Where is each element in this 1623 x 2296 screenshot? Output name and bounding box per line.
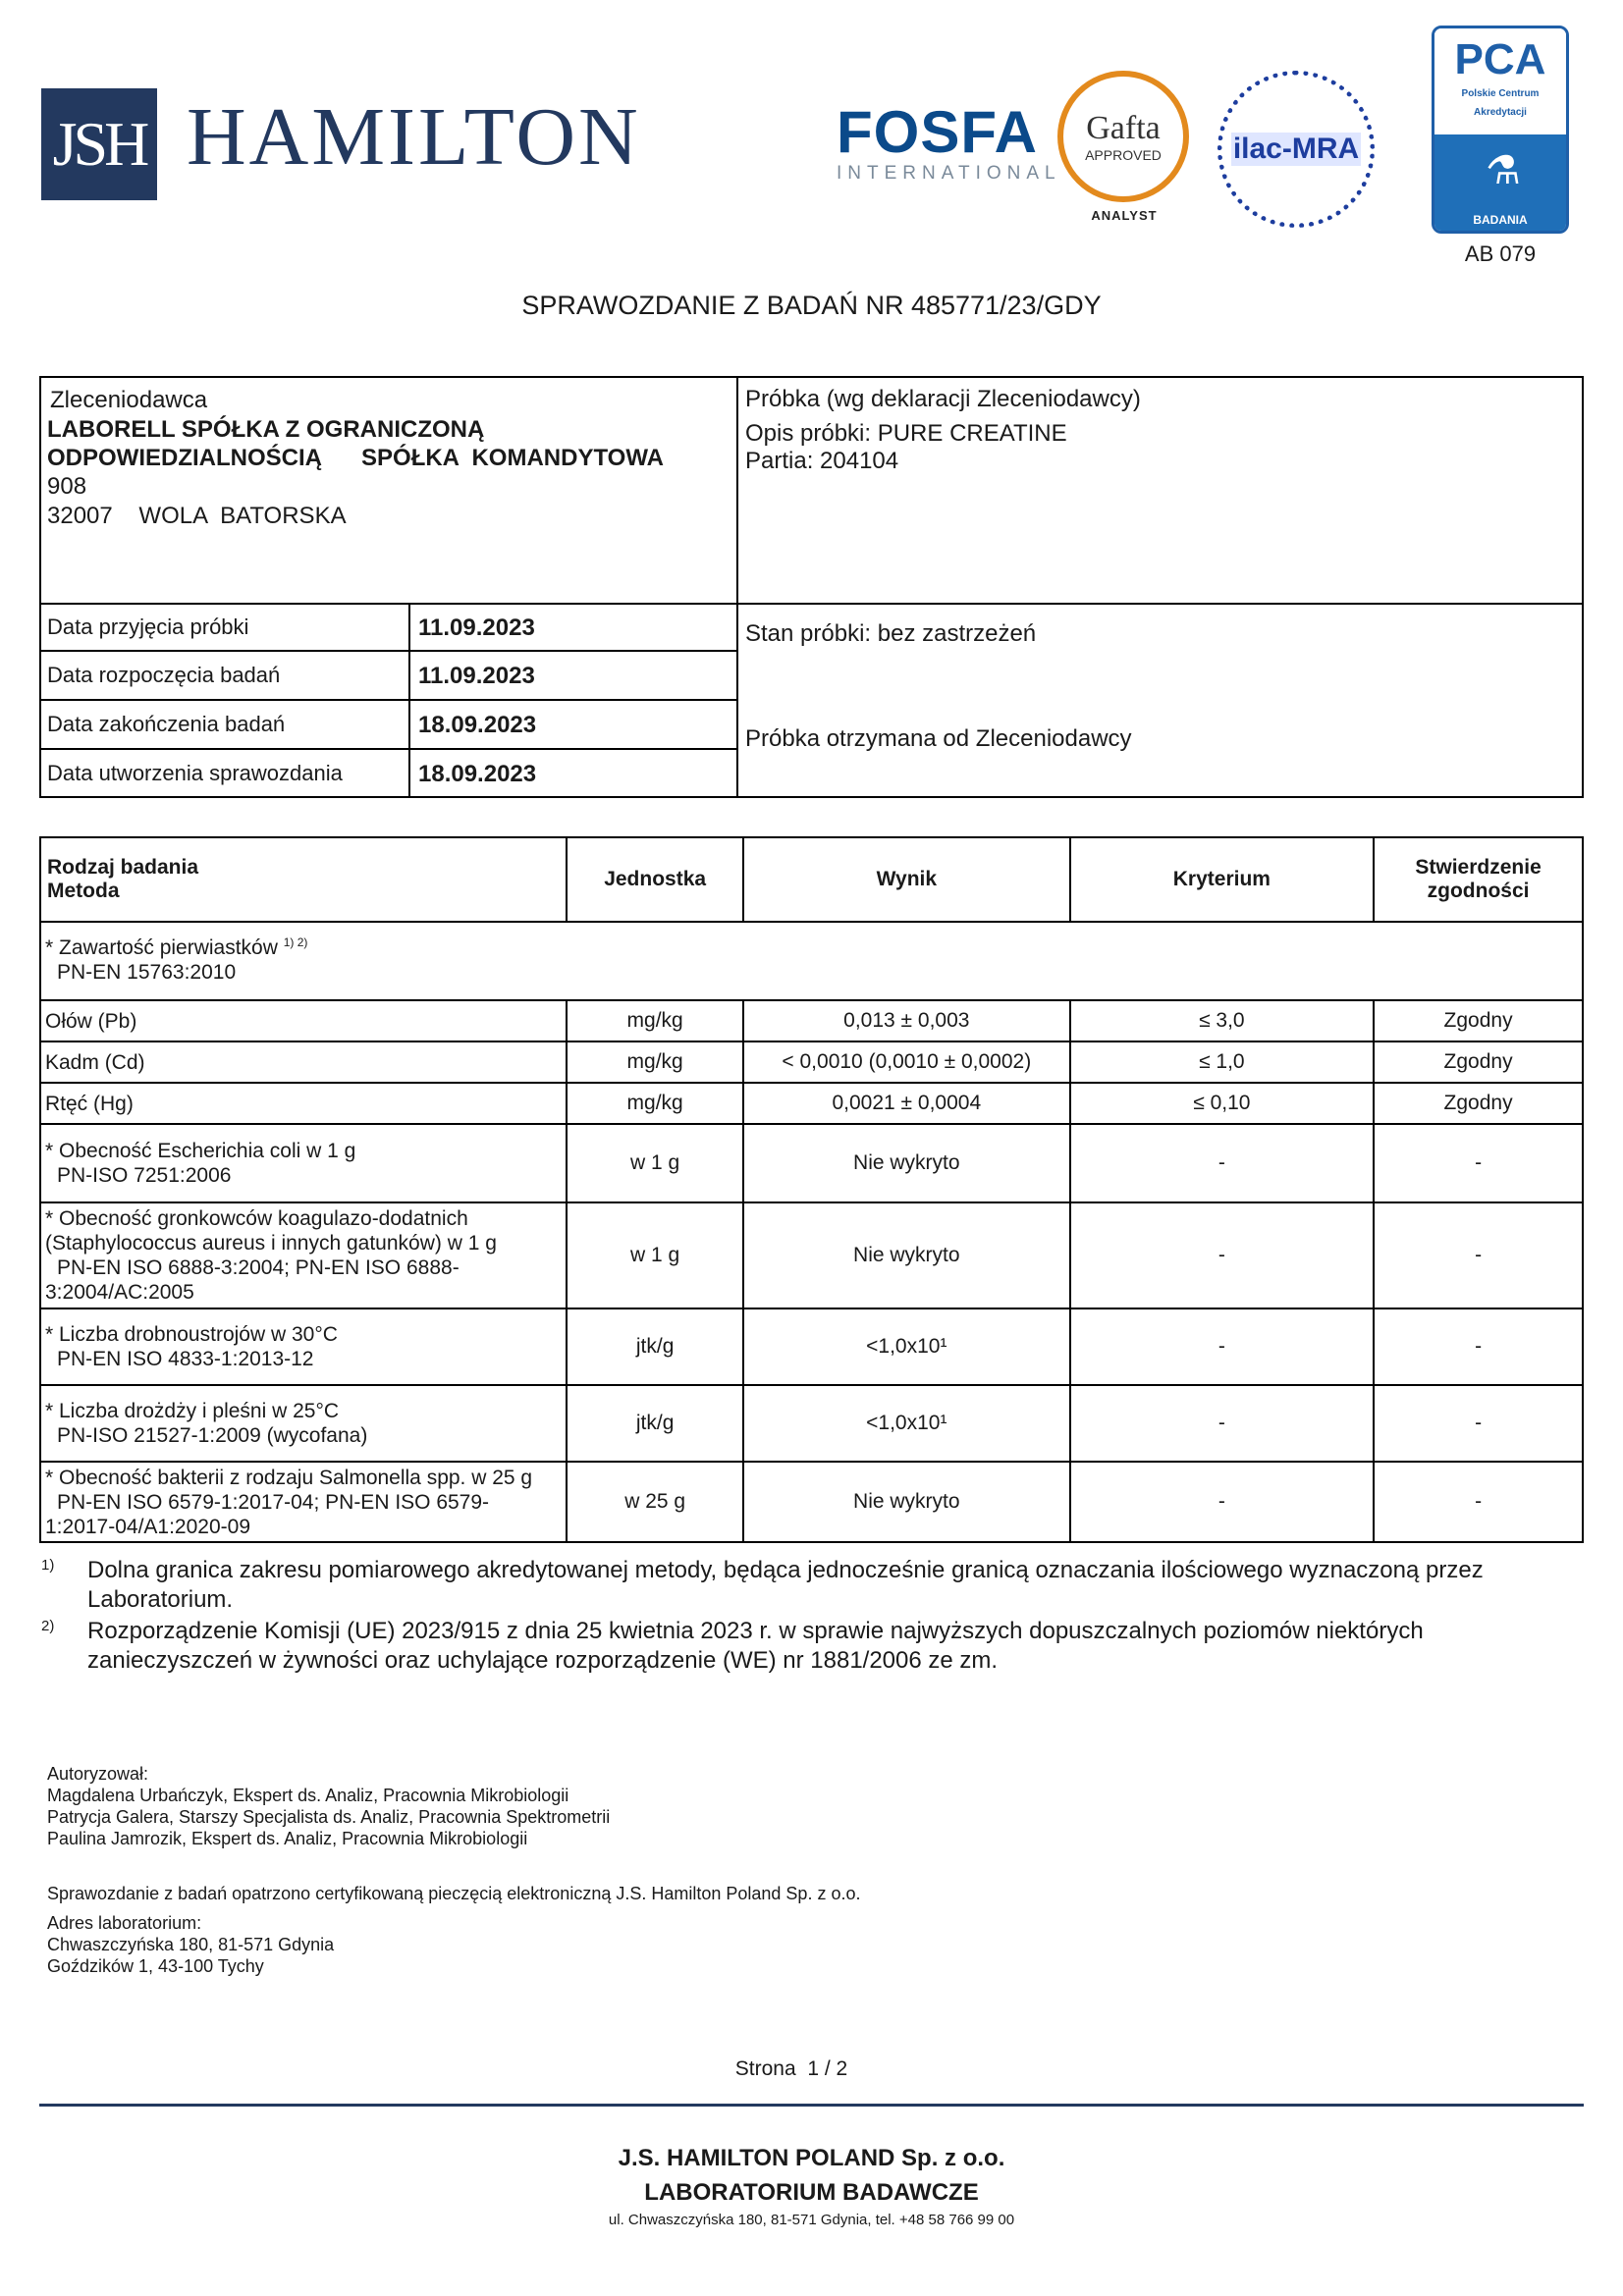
- row-criterion: ≤ 3,0: [1070, 1000, 1375, 1041]
- row-test-name: * Liczba drobnoustrojów w 30°C PN-EN ISO 4833-1:2013-12: [40, 1308, 567, 1385]
- header-criterion: Kryterium: [1070, 837, 1375, 922]
- fosfa-logo-sub: INTERNATIONAL: [837, 163, 1061, 184]
- row-result: Nie wykryto: [743, 1462, 1069, 1542]
- row-result: < 0,0010 (0,0010 ± 0,0002): [743, 1041, 1069, 1083]
- header-unit: Jednostka: [567, 837, 743, 922]
- row-compliance: Zgodny: [1374, 1000, 1583, 1041]
- group-title: * Zawartość pierwiastków: [45, 936, 278, 959]
- authorizer: Patrycja Galera, Starszy Specjalista ds. Analiz, Pracownia Spektrometrii: [47, 1807, 611, 1827]
- authorization-label: Autoryzował:: [47, 1764, 149, 1784]
- authorizer: Magdalena Urbańczyk, Ekspert ds. Analiz, Pracownia Mikrobiologii: [47, 1786, 569, 1805]
- pca-line2: Akredytacji: [1474, 107, 1527, 118]
- row-test-name: * Obecność gronkowców koagulazo-dodatnich (Staphylococcus aureus i innych gatunków) w 1 g PN-EN ISO 6888-3:2004; PN-EN ISO 6888- 3:2004/AC:2005: [40, 1202, 567, 1308]
- client-address-line1: 908: [47, 473, 87, 500]
- row-unit: mg/kg: [567, 1000, 743, 1041]
- row-criterion: -: [1070, 1202, 1375, 1308]
- table-row: [40, 1462, 1583, 1542]
- sample-batch: Partia: 204104: [745, 448, 899, 474]
- footnote-text: Dolna granica zakresu pomiarowego akredytowanej metody, będąca jednocześnie granicą oznaczania ilościowego wyznaczoną przez Laboratorium.: [87, 1557, 1484, 1613]
- table-row: [40, 1083, 1583, 1124]
- sample-received-from: Próbka otrzymana od Zleceniodawcy: [745, 725, 1132, 752]
- row-result: 0,013 ± 0,003: [743, 1000, 1069, 1041]
- accreditation-number: AB 079: [1464, 241, 1537, 266]
- pca-logo: [1432, 26, 1569, 234]
- row-compliance: -: [1374, 1308, 1583, 1385]
- client-name-line1: LABORELL SPÓŁKA Z OGRANICZONĄ: [47, 416, 485, 443]
- row-test-name: * Obecność Escherichia coli w 1 g PN-ISO 7251:2006: [40, 1124, 567, 1202]
- row-unit: mg/kg: [567, 1083, 743, 1124]
- client-label: Zleceniodawca: [50, 387, 208, 413]
- hamilton-logo-text: HAMILTON: [187, 91, 641, 183]
- row-test-name: Kadm (Cd): [40, 1041, 567, 1083]
- row-test-name: Ołów (Pb): [40, 1000, 567, 1041]
- row-result: 0,0021 ± 0,0004: [743, 1083, 1069, 1124]
- header-result: Wynik: [743, 837, 1069, 922]
- row-result: Nie wykryto: [743, 1202, 1069, 1308]
- date-label: Data utworzenia sprawozdania: [47, 761, 343, 785]
- footer-address: ul. Chwaszczyńska 180, 81-571 Gdynia, tel. +48 58 766 99 00: [608, 2212, 1015, 2228]
- footnote-number: 2): [41, 1618, 55, 1634]
- row-result: <1,0x10¹: [743, 1385, 1069, 1462]
- ilac-mra-logo: ilac-MRA: [1217, 71, 1375, 228]
- lab-address-line: Goździków 1, 43-100 Tychy: [47, 1956, 264, 1976]
- table-row: [40, 1202, 1583, 1308]
- client-sample-box: [39, 376, 1584, 798]
- row-compliance: -: [1374, 1124, 1583, 1202]
- row-compliance: Zgodny: [1374, 1083, 1583, 1124]
- row-unit: mg/kg: [567, 1041, 743, 1083]
- seal-note: Sprawozdanie z badań opatrzono certyfikowaną pieczęcią elektroniczną J.S. Hamilton Poland Sp. z o.o.: [47, 1884, 861, 1903]
- row-criterion: ≤ 0,10: [1070, 1083, 1375, 1124]
- footer-lab: LABORATORIUM BADAWCZE: [644, 2179, 979, 2206]
- table-row: [40, 1041, 1583, 1083]
- table-header-row: [40, 837, 1583, 922]
- authorization-block: [47, 1763, 610, 1849]
- row-result: Nie wykryto: [743, 1124, 1069, 1202]
- date-value: 11.09.2023: [418, 663, 535, 689]
- footnote-text: Rozporządzenie Komisji (UE) 2023/915 z dnia 25 kwietnia 2023 r. w sprawie najwyższych dopuszczalnych poziomów niektórych zanieczyszczeń w żywności oraz uchylające rozporządzenie (WE) nr 1881/2006 ze zm.: [87, 1618, 1424, 1674]
- gafta-approved-text: APPROVED: [1085, 147, 1162, 163]
- footnote-number: 1): [41, 1557, 55, 1574]
- date-label: Data przyjęcia próbki: [47, 614, 249, 639]
- group-footnote-ref: 1) 2): [283, 935, 308, 949]
- row-unit: w 1 g: [567, 1202, 743, 1308]
- table-group-row: [40, 922, 1583, 1000]
- row-test-name: * Obecność bakterii z rodzaju Salmonella spp. w 25 g PN-EN ISO 6579-1:2017-04; PN-EN ISO 6579- 1:2017-04/A1:2020-09: [40, 1462, 567, 1542]
- header-test-method: Rodzaj badania Metoda: [40, 837, 567, 922]
- header-compliance: Stwierdzenie zgodności: [1374, 837, 1583, 922]
- date-value: 18.09.2023: [418, 761, 537, 787]
- row-compliance: -: [1374, 1202, 1583, 1308]
- date-label: Data rozpoczęcia badań: [47, 663, 281, 687]
- row-unit: w 1 g: [567, 1124, 743, 1202]
- fosfa-logo: FOSFA: [837, 99, 1039, 165]
- row-compliance: Zgodny: [1374, 1041, 1583, 1083]
- lab-address-block: [47, 1912, 334, 1977]
- table-row: [40, 1385, 1583, 1462]
- pca-badania: BADANIA: [1473, 213, 1528, 227]
- pca-line1: Polskie Centrum: [1461, 88, 1540, 99]
- table-row: [40, 1308, 1583, 1385]
- footer-company: J.S. HAMILTON POLAND Sp. z o.o.: [618, 2145, 1005, 2171]
- lab-address-line: Chwaszczyńska 180, 81-571 Gdynia: [47, 1935, 335, 1954]
- sample-condition: Stan próbki: bez zastrzeżeń: [745, 620, 1037, 647]
- hamilton-logo-mark: JSH: [41, 88, 157, 200]
- gafta-logo-text: Gafta: [1086, 110, 1161, 146]
- row-test-name: Rtęć (Hg): [40, 1083, 567, 1124]
- row-unit: jtk/g: [567, 1385, 743, 1462]
- page-number: Strona 1 / 2: [734, 2057, 848, 2080]
- row-criterion: -: [1070, 1385, 1375, 1462]
- gafta-analyst-label: ANALYST: [1091, 208, 1158, 223]
- results-table: [39, 836, 1584, 1543]
- row-criterion: -: [1070, 1124, 1375, 1202]
- group-method: PN-EN 15763:2010: [57, 961, 237, 984]
- row-compliance: -: [1374, 1462, 1583, 1542]
- sample-label: Próbka (wg deklaracji Zleceniodawcy): [745, 386, 1141, 412]
- client-address-line2: 32007 WOLA BATORSKA: [47, 503, 347, 529]
- sample-description: Opis próbki: PURE CREATINE: [745, 420, 1067, 447]
- pca-logo-text: PCA: [1454, 35, 1546, 83]
- row-unit: jtk/g: [567, 1308, 743, 1385]
- report-title: SPRAWOZDANIE Z BADAŃ NR 485771/23/GDY: [521, 291, 1102, 320]
- lab-address-label: Adres laboratorium:: [47, 1913, 202, 1933]
- flask-icon: ⚗: [1486, 149, 1521, 192]
- row-criterion: -: [1070, 1308, 1375, 1385]
- authorizer: Paulina Jamrozik, Ekspert ds. Analiz, Pracownia Mikrobiologii: [47, 1829, 528, 1848]
- date-value: 18.09.2023: [418, 712, 537, 738]
- footer-rule: [39, 2104, 1584, 2107]
- row-compliance: -: [1374, 1385, 1583, 1462]
- table-row: [40, 1000, 1583, 1041]
- table-row: [40, 1124, 1583, 1202]
- row-criterion: ≤ 1,0: [1070, 1041, 1375, 1083]
- date-label: Data zakończenia badań: [47, 712, 286, 736]
- client-name-line2: ODPOWIEDZIALNOŚCIĄ SPÓŁKA KOMANDYTOWA: [47, 445, 665, 471]
- gafta-logo: [1057, 71, 1189, 202]
- row-test-name: * Liczba drożdży i pleśni w 25°C PN-ISO 21527-1:2009 (wycofana): [40, 1385, 567, 1462]
- row-result: <1,0x10¹: [743, 1308, 1069, 1385]
- row-unit: w 25 g: [567, 1462, 743, 1542]
- row-criterion: -: [1070, 1462, 1375, 1542]
- date-value: 11.09.2023: [418, 614, 535, 641]
